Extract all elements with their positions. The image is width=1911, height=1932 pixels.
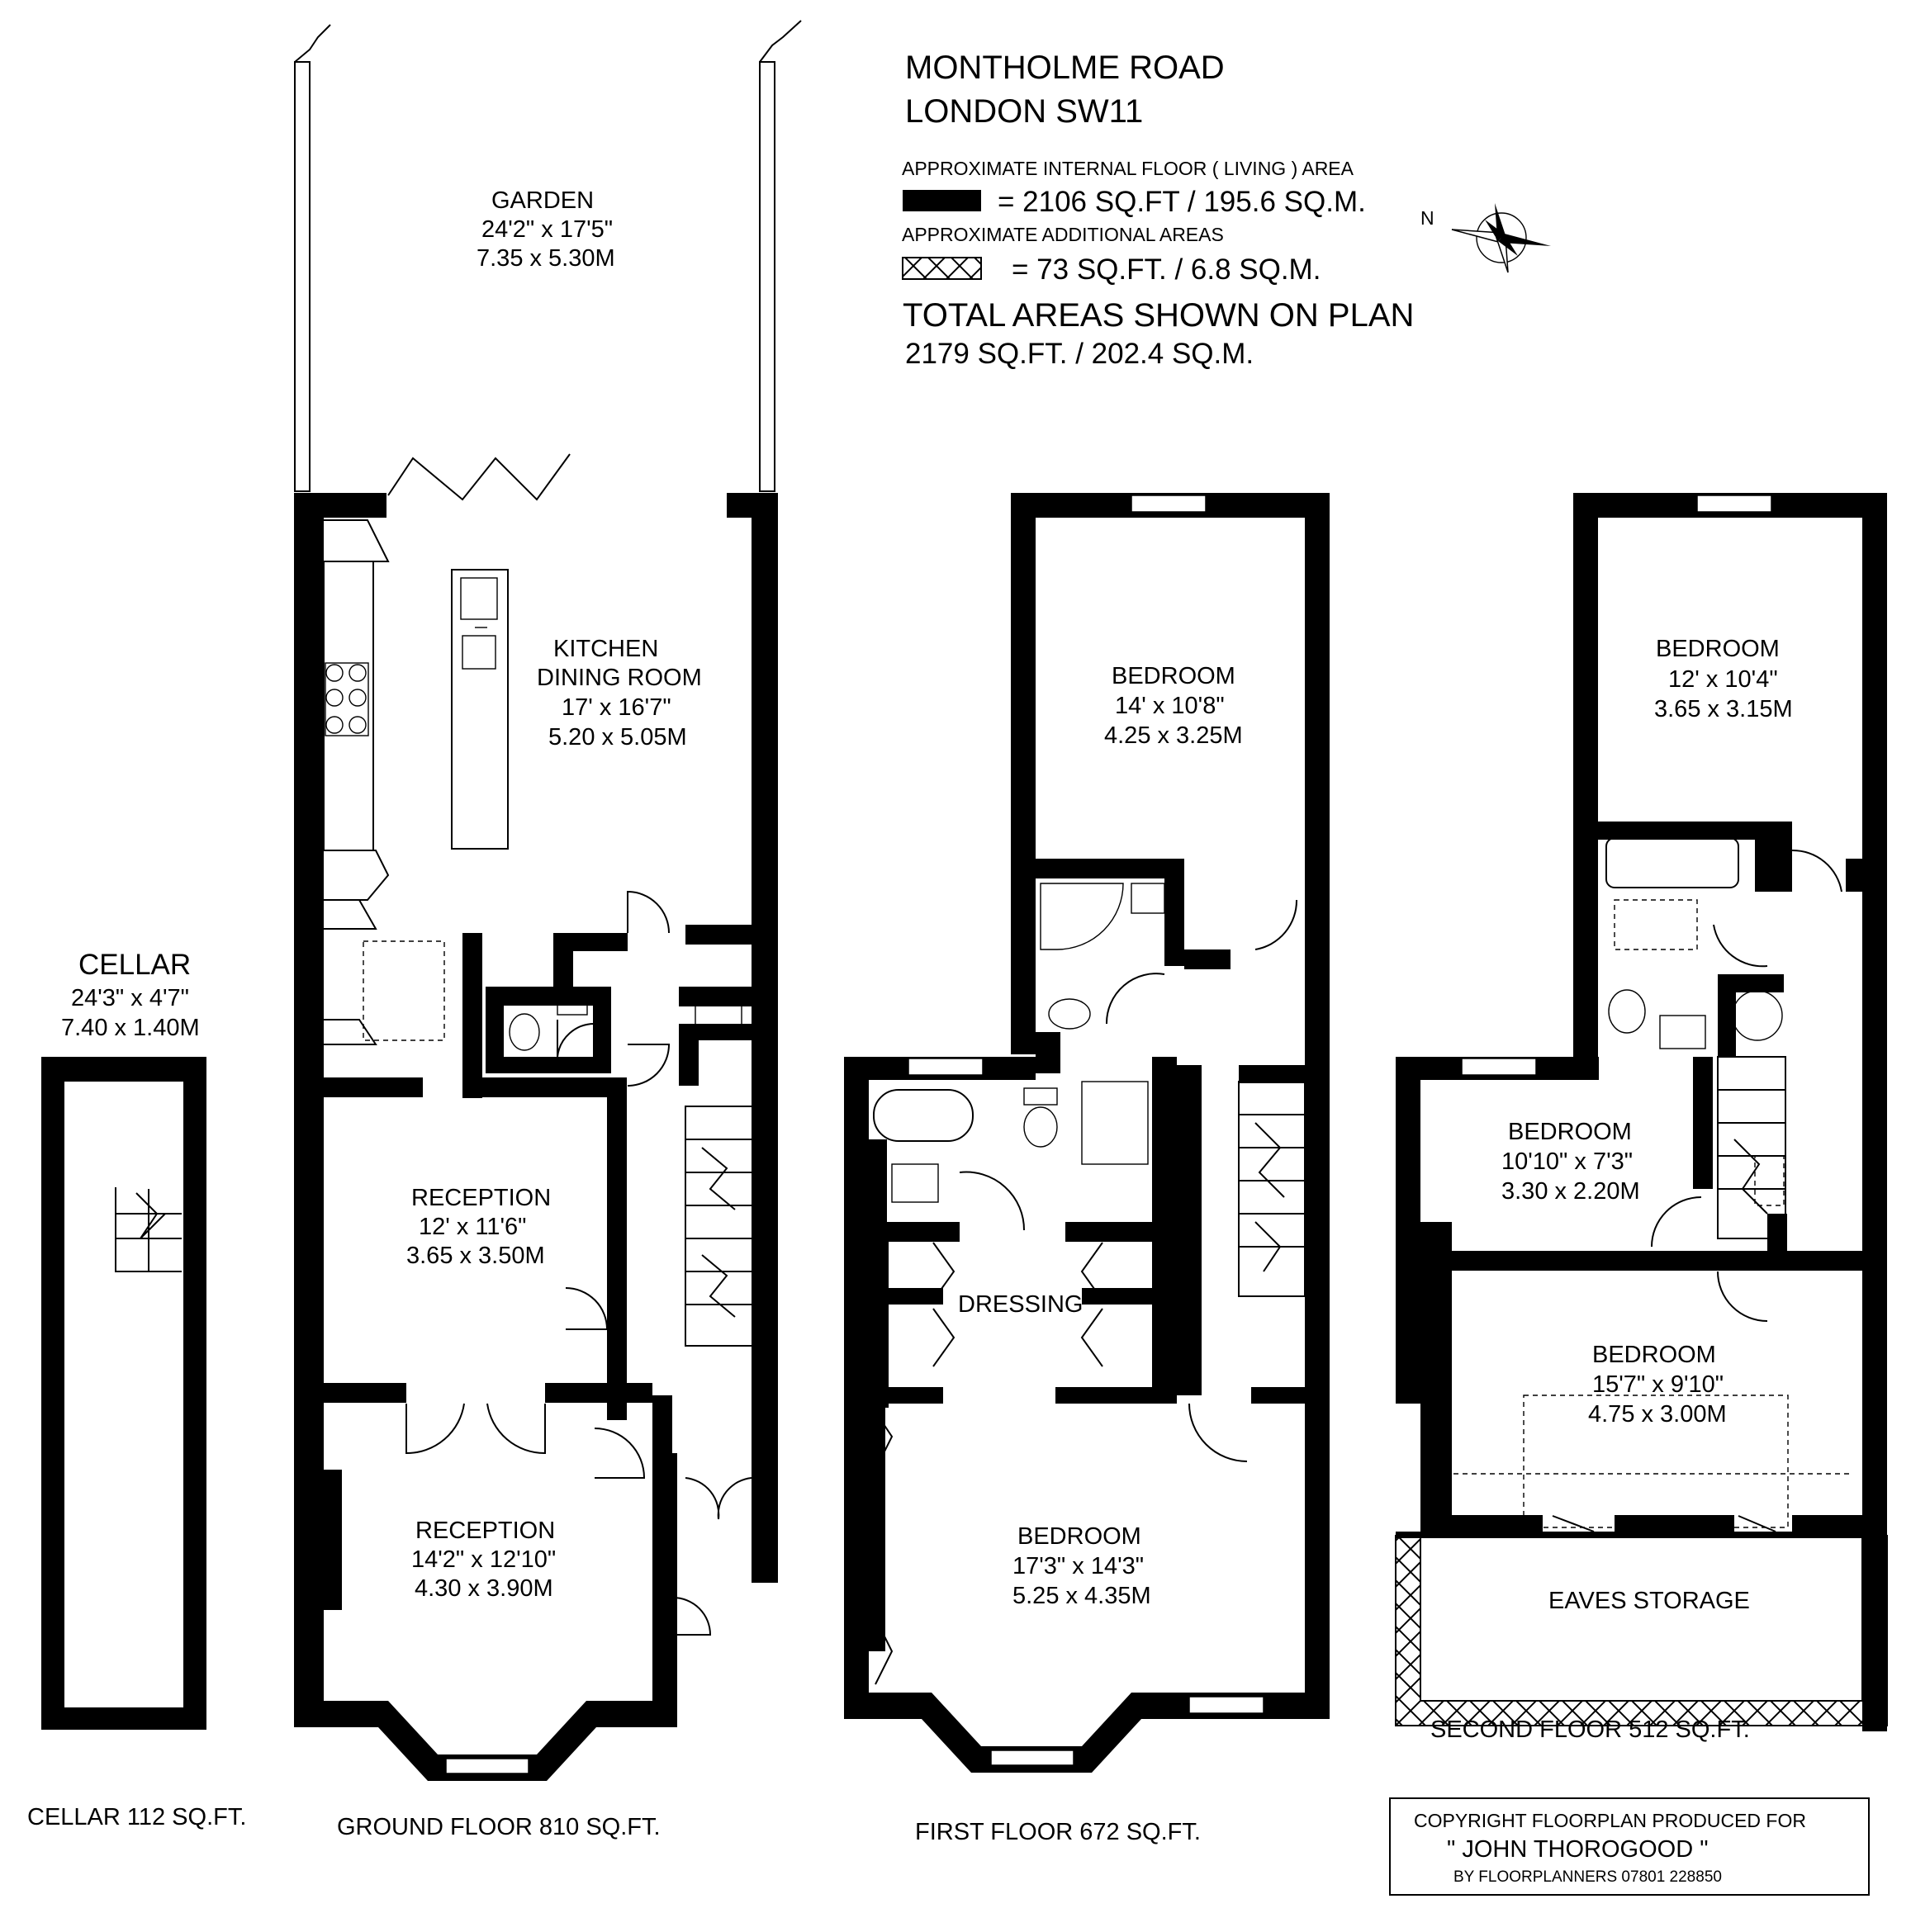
copyright-line-2: " JOHN THOROGOOD " [1447,1836,1709,1863]
reception-front-metric: 4.30 x 3.90M [415,1575,553,1602]
fence-break-left [295,25,330,62]
reception-rear-label: RECEPTION [411,1185,552,1211]
plan-header [902,50,1414,370]
second-rear-bedroom-door[interactable] [1792,850,1842,892]
wall-kitchen-reception-right [462,1077,618,1097]
wc-walls [486,987,611,1073]
first-rear-window [1131,495,1206,512]
wc-wall-cap [553,933,628,951]
kitchen-cupboard-3[interactable] [324,900,376,929]
living-area-legend-swatch [903,190,981,211]
second-front-bedroom-label: BEDROOM [1592,1342,1716,1368]
first-rear-bedroom-metric: 4.25 x 3.25M [1104,722,1243,749]
second-rear-bedroom-metric: 3.65 x 3.15M [1654,696,1793,722]
kitchen-rooflight [363,941,444,1040]
ground-rear-wall-left [294,493,386,518]
bath-cistern-icon [1024,1088,1057,1105]
wall-receptions-right [545,1383,652,1403]
additional-area-legend-swatch [903,258,981,279]
second-front-bedroom-metric: 4.75 x 3.00M [1588,1401,1727,1428]
kitchen-imperial: 17' x 16'7" [562,694,671,721]
bath-toilet-icon [1024,1107,1057,1147]
dressing-label: DRESSING [958,1291,1084,1318]
kitchen-worktop [324,561,373,850]
dressing-right-wall [1152,1238,1177,1404]
living-area-value: = 2106 SQ.FT / 195.6 SQ.M. [998,186,1366,218]
wall-entry [652,1395,672,1453]
front-entry-door[interactable] [673,1598,710,1635]
dressing-left-stub [869,1238,889,1408]
bath-basin-icon [892,1164,938,1202]
ground-floor-plan [294,21,801,1781]
cellar-label: CELLAR [78,949,192,981]
second-small-bedroom-door[interactable] [1652,1197,1701,1247]
second-rear-bedroom-imperial: 12' x 10'4" [1668,666,1778,693]
second-rear-bedroom-label: BEDROOM [1656,636,1780,662]
ensuite-basin-icon [1131,883,1164,913]
wall-receptions-left [324,1383,406,1403]
fence-break-right [760,21,801,62]
first-chimney-front [869,1404,885,1651]
bifold-doors[interactable] [388,454,570,500]
copyright-line-3: BY FLOORPLANNERS 07801 228850 [1453,1868,1722,1886]
first-bay-window [991,1750,1074,1765]
bath-right-wall [1152,1057,1177,1222]
bathroom-door[interactable] [960,1172,1024,1230]
first-rear-left-wall [1011,493,1036,1054]
kitchen-island [452,570,508,849]
ground-door-4[interactable] [566,1288,607,1329]
first-right-wall [1305,493,1330,1719]
first-front-bedroom-door[interactable] [1189,1404,1247,1461]
kitchen-cupboard-2[interactable] [324,850,388,900]
shower-tray-icon [1041,883,1123,949]
cellar-floor-title: CELLAR 112 SQ.FT. [27,1804,247,1830]
first-front-left-wall [844,1057,869,1717]
compass-north-label: N [1420,207,1434,229]
ground-stairs[interactable] [685,1106,753,1346]
bay-window [446,1759,529,1773]
second-floor-title: SECOND FLOOR 512 SQ.FT. [1430,1717,1750,1743]
copyright-line-1: COPYRIGHT FLOORPLAN PRODUCED FOR [1414,1810,1806,1831]
second-small-bedroom-right-wall [1693,1057,1713,1189]
cellar-imperial: 24'3" x 4'7" [71,985,189,1011]
second-bath-door[interactable] [1714,925,1767,966]
cellar-walls [41,1057,206,1730]
second-small-bedroom-label: BEDROOM [1508,1119,1632,1145]
second-front-bedroom-top-right [1776,1251,1862,1271]
cellar-metric: 7.40 x 1.40M [61,1015,200,1041]
eaves-storage-label: EAVES STORAGE [1548,1588,1750,1614]
wall-reception-hall [607,1077,627,1366]
wall-kitchen-stub [462,933,482,1098]
garden-metric: 7.35 x 5.30M [477,245,615,272]
hob-icon [325,663,368,736]
living-area-label: APPROXIMATE INTERNAL FLOOR ( LIVING ) AREA [902,158,1354,179]
ground-door-3[interactable] [628,1044,669,1086]
utility-wall-top [685,925,776,945]
ensuite-top-wall [1036,859,1184,878]
reception-rear-metric: 3.65 x 3.50M [406,1243,545,1269]
front-door-double[interactable] [685,1478,752,1519]
second-front-left-wall [1396,1057,1420,1404]
garden-label: GARDEN [491,187,595,214]
second-bath-rooflight [1615,900,1697,949]
second-small-bedroom-window [1462,1058,1536,1075]
bath-wall-top [1036,1057,1060,1073]
first-front-window [1189,1697,1264,1713]
ground-right-wall [752,493,778,1583]
eaves-top-line [1396,1532,1887,1538]
first-front-bedroom-metric: 5.25 x 4.35M [1012,1583,1151,1609]
reception-double-doors[interactable] [406,1404,545,1453]
cellar-stairs [116,1187,182,1271]
first-rear-bedroom-label: BEDROOM [1112,663,1235,689]
eaves-storage-inner [1420,1536,1862,1701]
garden-fence-right [760,62,775,491]
address-line-2: LONDON SW11 [905,93,1144,130]
first-floor-plan [844,493,1330,1773]
dressing-shelf-2 [869,1387,943,1404]
dressing-shelf-1 [869,1288,943,1305]
first-front-bedroom-imperial: 17'3" x 14'3" [1012,1553,1145,1579]
address-line-1: MONTHOLME ROAD [905,50,1225,86]
ground-door-1[interactable] [628,892,669,933]
second-rear-left-wall [1573,493,1598,1058]
landing-top-wall [1239,1065,1305,1083]
bathtub-icon [874,1090,973,1141]
first-bath-window [908,1058,983,1075]
first-floor-title: FIRST FLOOR 672 SQ.FT. [915,1819,1201,1845]
additional-area-value: = 73 SQ.FT. / 6.8 SQ.M. [1012,253,1321,286]
ground-door-5[interactable] [595,1428,644,1478]
total-areas-label: TOTAL AREAS SHOWN ON PLAN [903,297,1415,334]
garden-fence-left [295,62,310,491]
ground-left-wall [294,493,324,1727]
second-bathtub-icon [1606,838,1738,888]
total-areas-value: 2179 SQ.FT. / 202.4 SQ.M. [905,338,1254,370]
second-cupboard [1755,826,1792,892]
first-front-bedroom-label: BEDROOM [1017,1523,1141,1550]
first-chimney [869,1139,887,1230]
reception-rear-imperial: 12' x 11'6" [419,1214,527,1240]
second-small-bedroom-bottom-wall [1420,1251,1817,1271]
second-floor-plan [1396,493,1887,1731]
second-stairs[interactable] [1718,1057,1785,1238]
ensuite-stub [1036,1032,1060,1057]
landing-bottom-wall [1251,1387,1305,1404]
reception-front-imperial: 14'2" x 12'10" [411,1546,557,1573]
first-landing-door[interactable] [1255,900,1297,949]
landing-left-wall [1177,1065,1202,1395]
ensuite-door[interactable] [1107,973,1164,1024]
second-front-bedroom-door[interactable] [1718,1271,1767,1321]
ensuite-toilet-icon [1049,999,1090,1029]
second-front-bedroom-imperial: 15'7" x 9'10" [1592,1371,1724,1398]
kitchen-label-1: KITCHEN [553,636,659,662]
cellar-plan [41,949,206,1730]
second-rear-window [1697,495,1771,512]
copyright-box [1390,1798,1869,1895]
sink-icon [461,578,497,669]
utility-wall-side [679,1036,699,1086]
ground-door-2[interactable] [557,1020,595,1057]
second-landing-stub [1846,859,1862,892]
second-shower-icon [1733,991,1782,1040]
wall-kitchen-reception-left [324,1077,423,1097]
first-stairs[interactable] [1239,1082,1305,1296]
ground-front-right-wall [652,1453,677,1727]
wall-hall-stub [607,1362,627,1420]
bath-shower-icon [1082,1082,1148,1164]
second-small-bedroom-imperial: 10'10" x 7'3" [1501,1148,1634,1175]
garden-imperial: 24'2" x 17'5" [481,216,614,243]
kitchen-metric: 5.20 x 5.05M [548,724,687,751]
second-toilet-icon [1609,990,1645,1033]
kitchen-label-2: DINING ROOM [537,665,702,691]
kitchen-cupboard-1[interactable] [324,520,388,561]
compass-icon [1420,203,1551,272]
first-rear-bedroom-imperial: 14' x 10'8" [1115,693,1225,719]
landing-wall [1184,949,1231,969]
wc-toilet-icon [510,1014,539,1050]
ground-floor-title: GROUND FLOOR 810 SQ.FT. [337,1814,661,1840]
second-small-bedroom-metric: 3.30 x 2.20M [1501,1178,1640,1205]
chimney-breast [324,1470,342,1610]
reception-front-label: RECEPTION [415,1518,556,1544]
ensuite-right-wall [1164,859,1184,966]
additional-area-label: APPROXIMATE ADDITIONAL AREAS [902,224,1224,245]
second-basin-icon [1660,1016,1705,1049]
